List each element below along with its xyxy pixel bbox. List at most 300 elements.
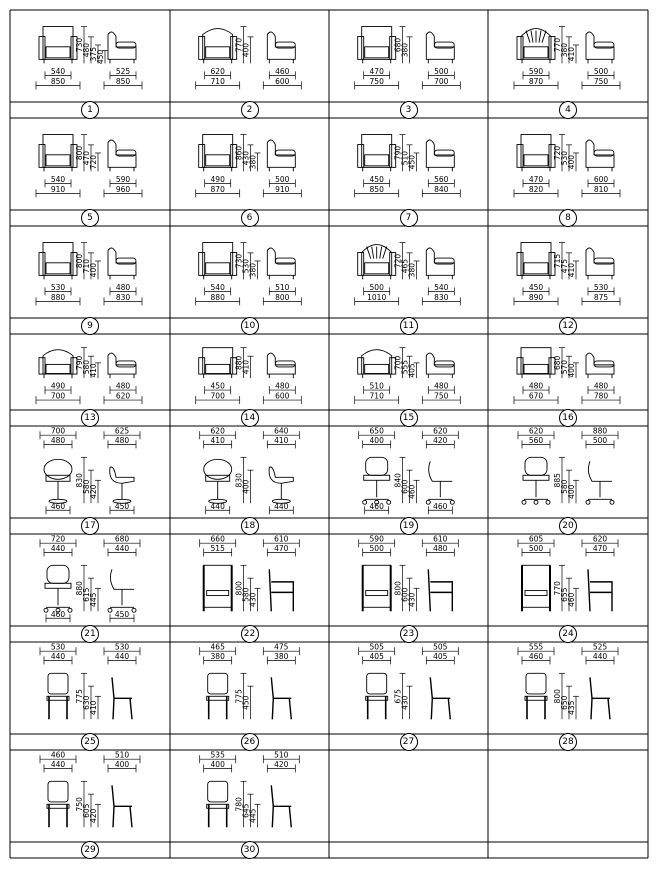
chair-front-view	[358, 135, 396, 172]
furniture-cell	[488, 10, 648, 118]
shell-rib	[539, 31, 541, 43]
dimension-label: 600	[400, 587, 410, 602]
chair-body	[426, 32, 454, 59]
item-number: 13	[81, 409, 99, 427]
dimension-label: 400	[241, 42, 251, 58]
dimension-label: 530	[593, 282, 609, 292]
left-arm	[39, 145, 45, 168]
dimension-label: 850	[50, 76, 66, 86]
chair-front-view	[207, 781, 229, 827]
dimension-label: 410	[210, 435, 225, 445]
chair-drawing	[170, 642, 329, 734]
dimension-label: 820	[528, 184, 544, 194]
dimension-label: 810	[593, 184, 609, 194]
furniture-cell	[329, 426, 488, 534]
backrest	[366, 457, 388, 475]
dimension-label: 770	[234, 37, 244, 53]
dimension-label: 750	[75, 797, 84, 812]
dimension-label: 675	[393, 689, 403, 704]
chair-side-view	[271, 677, 291, 719]
chair-front-view	[44, 459, 72, 503]
chair-front-view	[39, 350, 77, 378]
dimension-label: 475	[560, 258, 569, 274]
left-arm	[39, 253, 45, 276]
chair-frame	[269, 569, 293, 611]
dimension-label: 475	[274, 642, 289, 652]
shell-rib	[380, 247, 382, 259]
caster	[450, 500, 454, 504]
dimension-label: 420	[89, 808, 98, 823]
chair-drawing	[488, 642, 648, 734]
furniture-cell	[170, 10, 329, 118]
dimension-label: 410	[567, 46, 576, 62]
chair-side-view	[586, 248, 614, 279]
furniture-cell	[329, 118, 488, 226]
chair-side-view	[426, 461, 454, 504]
dimension-label: 500	[592, 435, 608, 445]
dimension-label: 480	[82, 42, 91, 58]
chair-body	[426, 353, 454, 374]
dimension-label: 400	[567, 484, 576, 499]
caster	[546, 500, 550, 504]
seat	[523, 475, 549, 480]
dimension-label: 430	[241, 150, 251, 166]
dimension-label: 460	[407, 484, 417, 499]
caster	[363, 500, 367, 504]
dimension-label: 500	[275, 174, 290, 184]
backrest	[367, 673, 387, 694]
chair-front-view	[199, 135, 237, 172]
chair-front-view	[199, 29, 237, 64]
chair-frame	[428, 569, 452, 611]
item-number: 20	[559, 517, 577, 535]
item-number: 29	[81, 841, 99, 859]
dimension-label: 440	[274, 501, 289, 511]
item-number: 3	[400, 101, 418, 119]
left-arm	[517, 253, 523, 276]
dimension-label: 580	[82, 479, 91, 494]
dimension-label: 380	[560, 42, 569, 58]
seat-cushion	[206, 364, 230, 373]
dimension-label: 800	[234, 581, 244, 596]
dimension-label: 790	[75, 355, 84, 371]
dimension-label: 420	[89, 484, 98, 499]
chair-body	[108, 32, 136, 59]
furniture-cell	[329, 642, 488, 750]
dimension-label: 620	[592, 534, 608, 544]
chair-side-view	[267, 353, 295, 378]
shell-rib	[542, 31, 546, 43]
dimension-label: 885	[553, 473, 562, 488]
dimension-label: 605	[528, 534, 544, 544]
dimension-label: 380	[400, 42, 410, 58]
dimension-label: 600	[400, 479, 410, 494]
caster	[586, 500, 590, 504]
dimension-label: 530	[50, 282, 66, 292]
dimension-label: 470	[82, 150, 91, 166]
dimension-label: 620	[528, 426, 544, 436]
dimension-label: 800	[275, 292, 290, 302]
dimension-label: 420	[433, 435, 448, 445]
dimension-label: 680	[114, 534, 130, 544]
dimension-label: 620	[210, 426, 225, 436]
item-number: 9	[81, 317, 99, 335]
backrest	[208, 673, 228, 694]
chair-body	[586, 248, 614, 275]
dimension-label: 700	[50, 391, 66, 401]
dimension-label: 405	[369, 651, 384, 661]
dimension-label: 500	[369, 543, 384, 553]
dimension-label: 730	[75, 37, 84, 53]
chair-front-view	[363, 565, 391, 611]
chair-frame	[588, 569, 612, 611]
backrest	[110, 569, 134, 589]
seat	[45, 583, 71, 588]
chair-drawing	[10, 226, 170, 318]
dimension-label: 860	[234, 145, 244, 161]
dimension-label: 380	[274, 651, 289, 661]
dimension-label: 525	[115, 66, 131, 76]
dimension-label: 830	[434, 292, 449, 302]
furniture-cell	[10, 10, 170, 118]
dimension-label: 505	[369, 642, 384, 652]
chair-body	[362, 27, 392, 60]
dimension-label: 500	[528, 543, 544, 553]
dimension-label: 610	[433, 534, 448, 544]
dimension-label: 650	[560, 695, 569, 710]
dimension-label: 720	[393, 253, 403, 269]
dimension-label: 510	[369, 381, 384, 391]
dimension-label: 530	[241, 258, 251, 274]
dimension-label: 800	[553, 689, 562, 704]
chair-front-view	[199, 243, 237, 280]
dimension-label: 380	[248, 154, 258, 170]
backrest	[47, 565, 69, 583]
dimension-label: 830	[75, 473, 84, 488]
seat-cushion	[365, 155, 389, 166]
dimension-label: 890	[528, 292, 544, 302]
dimension-label: 420	[274, 759, 289, 769]
chair-side-view	[428, 569, 452, 611]
backrest	[588, 461, 612, 481]
chair-body	[108, 248, 136, 275]
furniture-cell	[488, 334, 648, 426]
dimension-label: 530	[50, 642, 66, 652]
dimension-label: 400	[114, 759, 130, 769]
dimension-label: 440	[50, 543, 66, 553]
shell-rib	[383, 247, 387, 259]
dimension-label: 460	[50, 609, 66, 619]
chair-side-view	[269, 569, 293, 611]
chair-drawing	[10, 534, 170, 626]
item-number: 17	[81, 517, 99, 535]
dimension-label: 535	[210, 750, 225, 760]
chair-drawing	[329, 642, 488, 734]
furniture-cell	[170, 226, 329, 334]
dimension-label: 640	[274, 426, 289, 436]
dimension-label: 505	[433, 642, 448, 652]
left-arm	[358, 358, 364, 374]
chair-side-view	[430, 677, 450, 719]
dimension-label: 380	[407, 262, 417, 278]
dimension-label: 630	[82, 695, 91, 710]
seat-cushion	[206, 155, 230, 166]
dimension-label: 625	[114, 426, 130, 436]
dimension-label: 410	[567, 262, 576, 278]
dimension-label: 480	[593, 381, 609, 391]
dimension-label: 480	[528, 381, 544, 391]
seat-cushion	[46, 364, 70, 373]
chair-body	[362, 350, 392, 374]
dimension-label: 780	[234, 797, 244, 812]
chair-front-view	[207, 673, 229, 719]
dimension-label: 470	[528, 174, 544, 184]
furniture-cell	[488, 118, 648, 226]
dimension-label: 710	[210, 76, 225, 86]
item-number: 5	[81, 209, 99, 227]
dimension-label: 670	[528, 391, 544, 401]
dimension-label: 850	[115, 76, 131, 86]
dimension-label: 555	[400, 359, 410, 375]
dimension-label: 500	[434, 66, 449, 76]
dimension-label: 460	[275, 66, 290, 76]
chair-drawing	[170, 118, 329, 210]
chair-body	[521, 135, 551, 168]
dimension-label: 430	[400, 695, 410, 710]
chair-front-view	[204, 459, 232, 503]
seat-cushion	[46, 47, 70, 58]
item-number: 21	[81, 625, 99, 643]
seat	[47, 804, 69, 808]
chair-front-view	[47, 673, 69, 719]
chair-body	[108, 353, 136, 374]
left-arm	[358, 253, 364, 276]
chair-body	[586, 32, 614, 59]
chair-front-view	[199, 348, 237, 378]
dimension-label: 450	[369, 174, 384, 184]
chair-side-view	[586, 140, 614, 171]
dimension-label: 400	[210, 759, 225, 769]
dimension-label: 710	[82, 258, 91, 274]
chair-body	[203, 243, 233, 276]
shell-rib	[367, 247, 371, 259]
dimension-label: 430	[248, 592, 258, 607]
dimension-label: 830	[234, 473, 244, 488]
furniture-cell	[10, 226, 170, 334]
dimension-label: 620	[115, 391, 131, 401]
dimension-label: 410	[274, 435, 289, 445]
chair-front-view	[366, 673, 388, 719]
furniture-cell	[170, 534, 329, 642]
left-arm	[199, 37, 205, 60]
left-arm	[517, 37, 523, 60]
dimension-label: 450	[528, 282, 544, 292]
arm	[275, 361, 295, 367]
dimension-label: 605	[82, 803, 91, 818]
item-number: 22	[241, 625, 259, 643]
dimension-label: 490	[50, 381, 66, 391]
dimension-label: 400	[241, 479, 251, 494]
item-number: 16	[559, 409, 577, 427]
dimension-label: 600	[593, 174, 609, 184]
furniture-cell	[329, 534, 488, 642]
item-number: 28	[559, 733, 577, 751]
dimension-label: 410	[89, 700, 98, 715]
chair-body	[521, 243, 551, 276]
item-number: 10	[241, 317, 259, 335]
chair-body	[521, 348, 551, 374]
chair-front-view	[358, 350, 396, 378]
dimension-label: 655	[560, 587, 569, 602]
dimension-label: 515	[210, 543, 225, 553]
chair-frame	[112, 785, 132, 827]
seat	[525, 591, 547, 596]
dimension-label: 480	[275, 381, 290, 391]
dimension-label: 775	[234, 689, 244, 704]
dimension-label: 775	[75, 689, 84, 704]
dimension-label: 600	[275, 76, 290, 86]
caster	[108, 608, 112, 612]
dimension-label: 800	[393, 581, 403, 596]
dimension-label: 400	[567, 363, 576, 378]
item-number: 6	[241, 209, 259, 227]
dimension-label: 600	[275, 391, 290, 401]
dimension-label: 380	[248, 262, 258, 278]
chair-body	[203, 29, 233, 60]
dimension-label: 720	[553, 145, 562, 161]
chair-side-view	[271, 785, 291, 827]
chair-side-view	[112, 785, 132, 827]
caster	[44, 608, 48, 612]
chair-side-view	[590, 677, 610, 719]
dimension-label: 510	[114, 750, 130, 760]
dimension-label: 800	[75, 253, 84, 269]
item-number: 23	[400, 625, 418, 643]
dimension-label: 460	[528, 651, 544, 661]
dimension-label: 910	[275, 184, 290, 194]
dimension-label: 530	[114, 642, 130, 652]
chair-front-view	[358, 27, 396, 64]
dimension-label: 910	[50, 184, 66, 194]
dimension-label: 460	[567, 592, 576, 607]
seat	[46, 475, 70, 481]
seat-cushion	[524, 47, 548, 58]
item-number: 30	[241, 841, 259, 859]
dimension-label: 880	[210, 292, 225, 302]
dimension-label: 440	[114, 651, 130, 661]
chair-front-view	[525, 673, 547, 719]
furniture-cell	[10, 334, 170, 426]
chair-drawing	[488, 10, 648, 102]
chair-body	[426, 140, 454, 167]
chair-body	[43, 243, 73, 276]
backrest	[525, 457, 547, 475]
dimension-label: 460	[369, 501, 384, 511]
furniture-cell	[170, 118, 329, 226]
dimension-label: 880	[592, 426, 608, 436]
furniture-cell	[329, 226, 488, 334]
dimension-label: 405	[407, 363, 417, 378]
dimension-label: 750	[434, 391, 449, 401]
dimension-label: 450	[210, 381, 225, 391]
dimension-label: 840	[393, 473, 403, 488]
left-arm	[358, 37, 364, 60]
dimension-label: 850	[369, 184, 384, 194]
chair-front-view	[39, 243, 77, 280]
furniture-cell	[170, 426, 329, 534]
dimension-label: 710	[369, 391, 384, 401]
seat	[364, 475, 390, 480]
dimension-label: 460	[433, 501, 448, 511]
caster	[610, 500, 614, 504]
furniture-cell	[488, 534, 648, 642]
chair-frame	[363, 565, 391, 607]
dimension-label: 590	[528, 66, 544, 76]
chair-side-view	[426, 32, 454, 63]
dimension-label: 450	[407, 154, 417, 170]
chair-side-view	[108, 248, 136, 279]
dimension-label: 400	[89, 262, 98, 278]
seat	[207, 804, 229, 808]
chair-body	[203, 135, 233, 168]
chair-drawing	[170, 10, 329, 102]
seat-cushion	[365, 263, 389, 274]
item-number: 18	[241, 517, 259, 535]
dimension-label: 450	[114, 609, 130, 619]
seat-cushion	[365, 47, 389, 58]
chair-side-view	[108, 569, 136, 612]
caster	[426, 500, 430, 504]
seat	[206, 475, 230, 481]
dimension-label: 410	[241, 359, 251, 375]
dimension-label: 440	[114, 543, 130, 553]
chair-drawing	[170, 226, 329, 318]
chair-side-view	[426, 353, 454, 378]
left-arm	[199, 253, 205, 276]
dimension-label: 580	[241, 587, 251, 602]
shell-rib	[372, 247, 374, 259]
furniture-cell	[10, 426, 170, 534]
dimension-label: 440	[50, 651, 66, 661]
furniture-cell	[170, 750, 329, 858]
backrest	[429, 461, 453, 481]
chair-side-view	[112, 677, 132, 719]
furniture-cell	[10, 118, 170, 226]
chair-drawing	[329, 534, 488, 626]
furniture-cell	[10, 534, 170, 642]
dimension-label: 450	[96, 49, 105, 65]
dimension-label: 840	[434, 184, 449, 194]
furniture-cell	[488, 642, 648, 750]
dimension-label: 400	[567, 154, 576, 170]
chair-side-view	[267, 248, 295, 279]
dimension-label: 530	[560, 150, 569, 166]
chair-body	[267, 248, 295, 275]
chair-side-view	[108, 140, 136, 171]
chair-front-view	[47, 781, 69, 827]
dimension-label: 410	[89, 363, 98, 378]
chair-side-view	[426, 248, 454, 279]
dimension-label: 540	[434, 282, 449, 292]
dimension-label: 470	[592, 543, 608, 553]
dimension-label: 450	[241, 695, 251, 710]
chair-body	[426, 248, 454, 275]
chair-drawing	[329, 426, 488, 518]
dimension-label: 730	[234, 253, 244, 269]
dimension-label: 490	[210, 174, 225, 184]
item-number: 24	[559, 625, 577, 643]
chair-front-view	[363, 457, 391, 504]
